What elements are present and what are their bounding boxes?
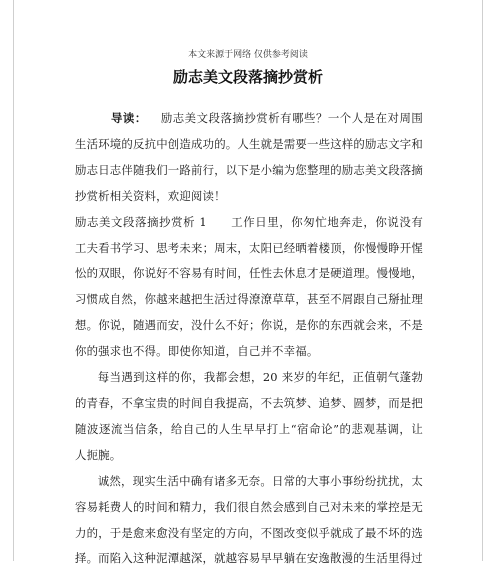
article-body xyxy=(75,106,423,572)
lead-label: 导读： xyxy=(111,111,147,125)
paragraph-2: 每当遇到这样的你，我都会想，20 来岁的年纪，正值朝气蓬勃的青春，不拿宝贵的时间自我提高，不去筑梦、追梦、圆梦，而是把随波逐流当信条，给自己的人生早早打上“宿命论”的悲观基调，让人扼腕。 xyxy=(75,370,423,462)
lead-text: 励志美文段落摘抄赏析有哪些？一个人是在对周围生活环境的反抗中创造成功的。人生就是需要一些这样的励志文字和励志日志伴随我们一路前行，以下是小编为您整理的励志美文段落摘抄赏析相关资料，欢迎阅读！ xyxy=(75,111,423,203)
section-heading: 励志美文段落摘抄赏析 1 xyxy=(75,214,207,229)
section-first-text: 工作日里，你匆忙地奔走，你说没有工夫看书学习、思考未来；周末，太阳已经晒着楼顶，你慢慢睁开惺忪的双眼，你说好不容易有时间，任性去休息才是硬道理。慢慢地，习惯成自然，你越来越把生活过得潦潦草草，甚至不屑跟自己掰扯理想。你说，随遇而安，没什么不好；你说，是你的东西就会来，不是你的强求也不得。即使你知道，自己并不幸福。 xyxy=(75,214,423,359)
source-note: 本文来源于网络 仅供参考阅读 xyxy=(188,50,308,60)
section-paragraph-1 xyxy=(75,210,423,365)
page-title: 励志美文段落摘抄赏析 xyxy=(172,68,323,86)
paragraph-3: 诚然，现实生活中确有诸多无奈。日常的大事小事纷纷扰扰，太容易耗费人的时间和精力，我们很自然会感到自己对未来的掌控是无力的，于是愈来愈没有坚定的方向，不图改变似乎就成了最不坏的选择。而陷入这种泥潭越深，就越容易早早躺在安逸散漫的生活里得过 xyxy=(75,473,423,566)
lead-paragraph xyxy=(75,106,423,210)
